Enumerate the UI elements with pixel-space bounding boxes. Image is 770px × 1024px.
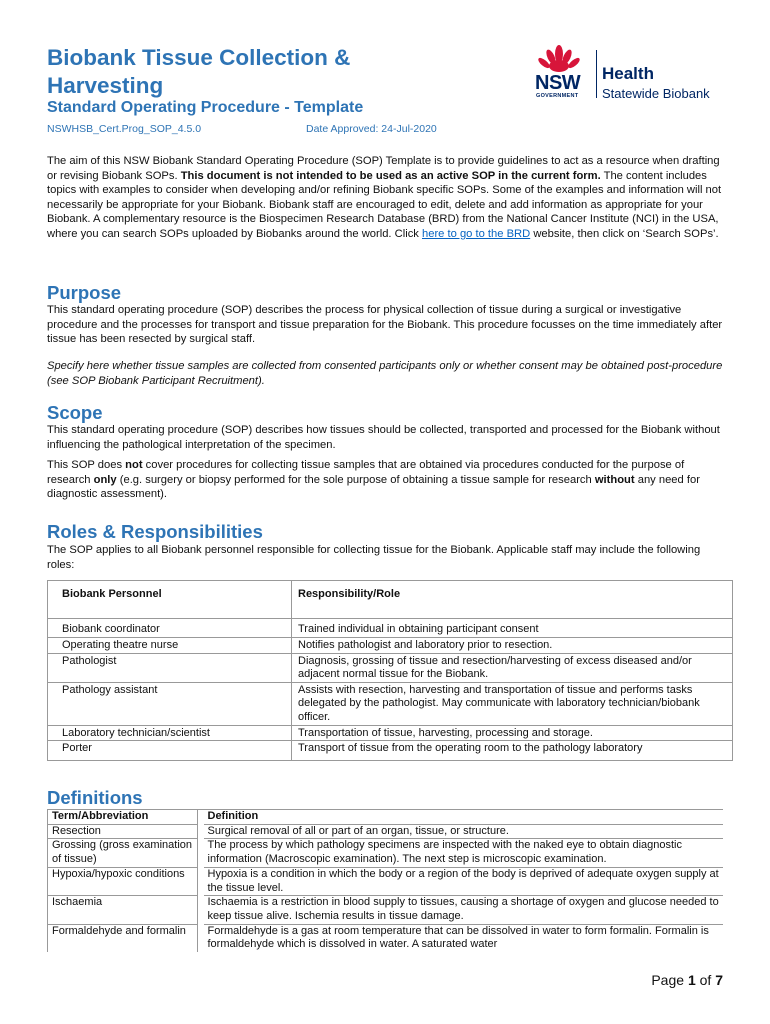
purpose-italic-text: Specify here whether tissue samples are collected from consented participants only or whether consent may be obtained post-procedure (see SOP Biobank Participant Recruitment). xyxy=(47,360,723,387)
intro-paragraph xyxy=(47,154,727,242)
intro-bold-notice: This document is not intended to be used as an active SOP in the current form. xyxy=(180,169,601,182)
logo-statewide-biobank-text: Statewide Biobank xyxy=(602,86,710,101)
table-row xyxy=(48,741,733,761)
definitions-table-header xyxy=(48,810,724,825)
of-word: of xyxy=(695,972,716,988)
scope-text-2e: (e.g. surgery or biopsy performed for the sole purpose of obtaining a tissue sample for research xyxy=(116,473,595,486)
definition-cell: Surgical removal of all or part of an organ, tissue, or structure. xyxy=(204,824,724,839)
table-row xyxy=(48,653,733,682)
role-cell: Assists with resection, harvesting and transportation of tissue and performs tasks delegated by the pathologist. May communicate with laboratory technician/biobank officer. xyxy=(292,682,733,725)
personnel-cell: Pathologist xyxy=(48,653,292,682)
waratah-flower-icon xyxy=(537,44,581,74)
scope-text-2b: not xyxy=(125,459,143,471)
table-row xyxy=(48,682,733,725)
scope-text-2a: This SOP does xyxy=(47,459,126,471)
table-row xyxy=(48,725,733,741)
role-cell: Transportation of tissue, harvesting, processing and storage. xyxy=(292,725,733,741)
scope-text-2d: only xyxy=(93,473,117,486)
roles-heading: Roles & Responsibilities xyxy=(47,521,263,542)
total-pages: 7 xyxy=(715,972,723,988)
term-cell: Resection xyxy=(48,824,198,839)
table-row xyxy=(48,896,724,924)
brd-link[interactable]: here to go to the BRD xyxy=(422,227,531,240)
purpose-text: This standard operating procedure (SOP) describes the process for physical collection of tissue during a surgical or investigative procedure and the processes for transport and tissue preparation for the Biobank. This procedure focusses on the time immediately after tissue has been resected by surgical staff. xyxy=(47,304,723,346)
column-header: Biobank Personnel xyxy=(48,581,292,619)
definition-cell: Ischaemia is a restriction in blood supply to tissues, causing a shortage of oxygen and glucose needed to keep tissue alive. Ischemia results in tissue damage. xyxy=(204,896,724,924)
personnel-cell: Biobank coordinator xyxy=(48,619,292,638)
column-header: Term/Abbreviation xyxy=(48,810,198,825)
roles-table xyxy=(47,580,733,761)
role-cell: Diagnosis, grossing of tissue and resection/harvesting of excess diseased and/or adjacent normal tissue for the Biobank. xyxy=(292,653,733,682)
roles-intro: The SOP applies to all Biobank personnel responsible for collecting tissue for the Biobank. Applicable staff may include the following roles: xyxy=(47,544,701,571)
table-row xyxy=(48,924,724,952)
personnel-cell: Operating theatre nurse xyxy=(48,638,292,654)
personnel-cell: Pathology assistant xyxy=(48,682,292,725)
intro-text-3: website, then click on ‘Search SOPs’. xyxy=(530,227,719,240)
table-row xyxy=(48,839,724,867)
logo-divider xyxy=(596,50,597,98)
scope-text-1: This standard operating procedure (SOP) describes how tissues should be collected, transported and processed for the Biobank without influencing the pathological interpretation of the specimen. xyxy=(47,424,720,451)
term-cell: Formaldehyde and formalin xyxy=(48,924,198,952)
logo-nsw-text: NSW xyxy=(535,72,581,94)
table-row xyxy=(48,824,724,839)
scope-text-2f: without xyxy=(594,473,635,486)
table-row xyxy=(48,867,724,895)
column-header: Definition xyxy=(204,810,724,825)
scope-text-2g: any need for diagnostic assessment). xyxy=(47,473,700,501)
nsw-health-logo xyxy=(533,44,743,104)
purpose-italic-note xyxy=(47,359,727,388)
definition-cell: The process by which pathology specimens are inspected with the naked eye to obtain diagnostic information (Macroscopic examination). The next step is microscopic examination. xyxy=(204,839,724,867)
column-header: Responsibility/Role xyxy=(292,581,733,619)
term-cell: Hypoxia/hypoxic conditions xyxy=(48,867,198,895)
date-approved: Date Approved: 24-Jul-2020 xyxy=(306,123,437,135)
document-title: Biobank Tissue Collection & Harvesting xyxy=(47,45,351,98)
document-subtitle: Standard Operating Procedure - Template xyxy=(47,99,364,116)
personnel-cell: Laboratory technician/scientist xyxy=(48,725,292,741)
term-cell: Ischaemia xyxy=(48,896,198,924)
scope-text-2c: cover procedures for collecting tissue samples that are obtained via procedures conducted for the purpose of research xyxy=(47,459,685,486)
definitions-heading: Definitions xyxy=(47,787,143,808)
page-number xyxy=(651,972,723,988)
roles-table-header xyxy=(48,581,733,619)
document-id: NSWHSB_Cert.Prog_SOP_4.5.0 xyxy=(47,123,202,135)
role-cell: Trained individual in obtaining participant consent xyxy=(292,619,733,638)
logo-government-text: GOVERNMENT xyxy=(536,93,579,99)
definitions-table xyxy=(47,809,723,952)
definition-cell: Hypoxia is a condition in which the body or a region of the body is deprived of adequate oxygen supply at the tissue level. xyxy=(204,867,724,895)
table-row xyxy=(48,619,733,638)
page-word: Page xyxy=(651,972,688,988)
term-cell: Grossing (gross examination of tissue) xyxy=(48,839,198,867)
definition-cell: Formaldehyde is a gas at room temperature that can be dissolved in water to form formalin. Formalin is formaldehyde which is dissolved in water. A saturated water xyxy=(207,924,709,951)
intro-text-1: The aim of this NSW Biobank Standard Operating Procedure (SOP) Template is to provide guidelines to act as a resource when drafting or revising Biobank SOPs. xyxy=(47,155,720,182)
role-cell: Notifies pathologist and laboratory prior to resection. xyxy=(292,638,733,654)
logo-health-text: Health xyxy=(602,64,654,83)
current-page: 1 xyxy=(687,972,696,988)
table-row xyxy=(48,638,733,654)
personnel-cell: Porter xyxy=(48,741,292,761)
scope-heading: Scope xyxy=(47,402,103,423)
purpose-heading: Purpose xyxy=(47,282,122,303)
scope-text-2 xyxy=(47,458,727,502)
role-cell: Transport of tissue from the operating room to the pathology laboratory xyxy=(292,741,733,761)
intro-text-2: The content includes topics with examples to consider when developing and/or refining Biobank specific SOPs. Some of the examples and information will not necessarily be appropriate for your Biobank. Biobank staff are encouraged to edit, delete and add information as appropriate for your Biobank. A complementary resource is the Biospecimen Research Database (BRD) from the National Cancer Institute (NCI) in the USA, where you can search SOPs uploaded by Biobanks around the world. Click xyxy=(47,169,722,240)
